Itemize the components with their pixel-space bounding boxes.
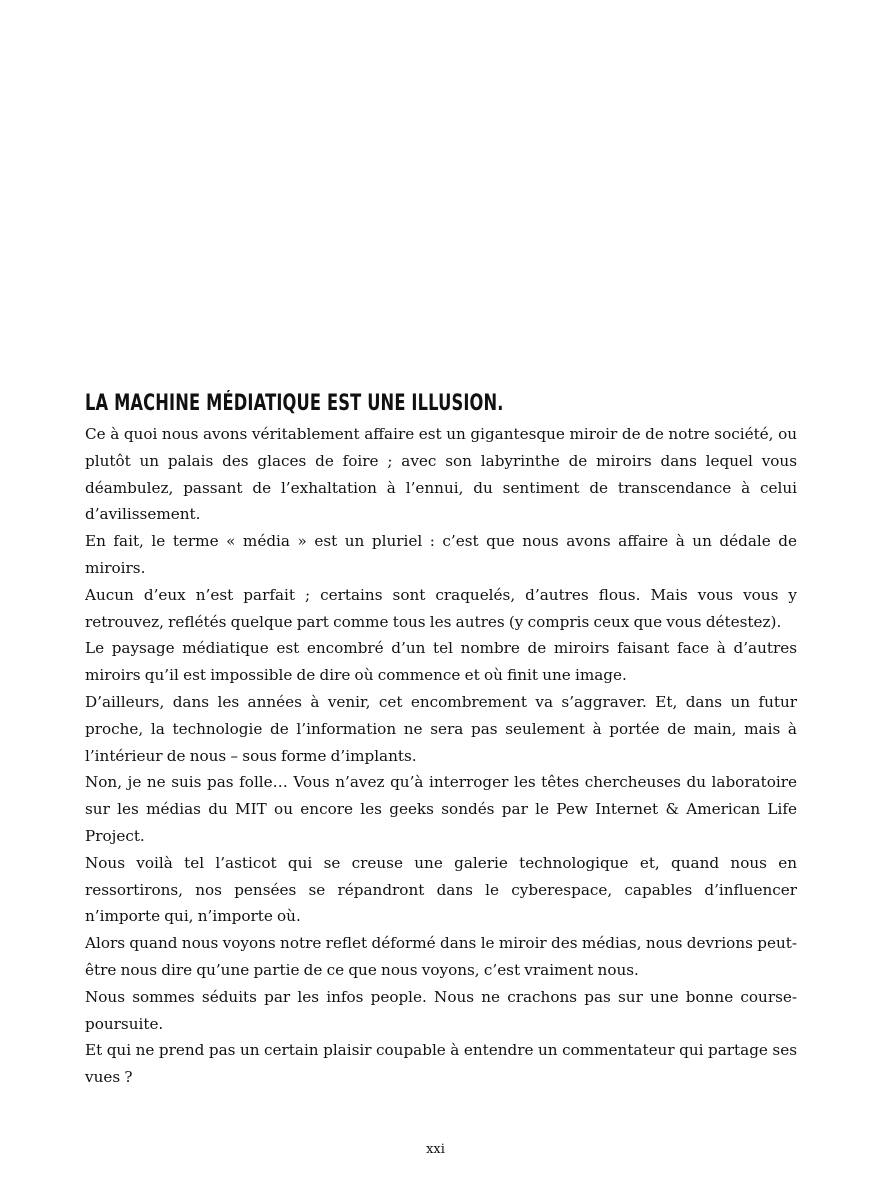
paragraph: En fait, le terme « média » est un pluriel : c’est que nous avons affaire à un dédale de miroirs.	[85, 532, 797, 577]
paragraph: Nous voilà tel l’asticot qui se creuse une galerie technologique et, quand nous en ressortirons, nos pensées se répandront dans le cyberespace, capables d’influencer n’importe qui, n’importe où.	[85, 853, 797, 926]
paragraph: Et qui ne prend pas un certain plaisir coupable à entendre un commentateur qui partage ses vues ?	[85, 1041, 797, 1087]
section-heading: LA MACHINE MÉDIATIQUE EST UNE ILLUSION.	[85, 391, 504, 416]
paragraph: Aucun d’eux n’est parfait ; certains sont craquelés, d’autres flous. Mais vous vous y retrouvez, reflétés quelque part comme tous les autres (y compris ceux que vous détestez).	[85, 585, 797, 631]
paragraph: Alors quand nous voyons notre reflet déformé dans le miroir des médias, nous devrions peut-être nous dire qu’une partie de ce que nous voyons, c’est vraiment nous.	[85, 934, 797, 979]
body-text	[85, 421, 797, 1091]
paragraph: Ce à quoi nous avons véritablement affaire est un gigantesque miroir de de notre société, ou plutôt un palais des glaces de foire ; avec son labyrinthe de miroirs dans lequel vous déambulez, passant de l’exhaltation à l’ennui, du sentiment de transcendance à celui d’avilissement.	[85, 425, 797, 524]
paragraph: Le paysage médiatique est encombré d’un tel nombre de miroirs faisant face à d’autres miroirs qu’il est impossible de dire où commence et où finit une image.	[85, 639, 797, 685]
paragraph: D’ailleurs, dans les années à venir, cet encombrement va s’aggraver. Et, dans un futur proche, la technologie de l’information ne sera pas seulement à portée de main, mais à l’intérieur de nous – sous forme d’implants.	[85, 692, 797, 765]
paragraph: Non, je ne suis pas folle… Vous n’avez qu’à interroger les têtes chercheuses du laboratoire sur les médias du MIT ou encore les geeks sondés par le Pew Internet & American Life Project.	[85, 773, 797, 845]
page-number: xxi	[426, 1142, 445, 1157]
paragraph: Nous sommes séduits par les infos people. Nous ne crachons pas sur une bonne course-poursuite.	[85, 987, 797, 1033]
